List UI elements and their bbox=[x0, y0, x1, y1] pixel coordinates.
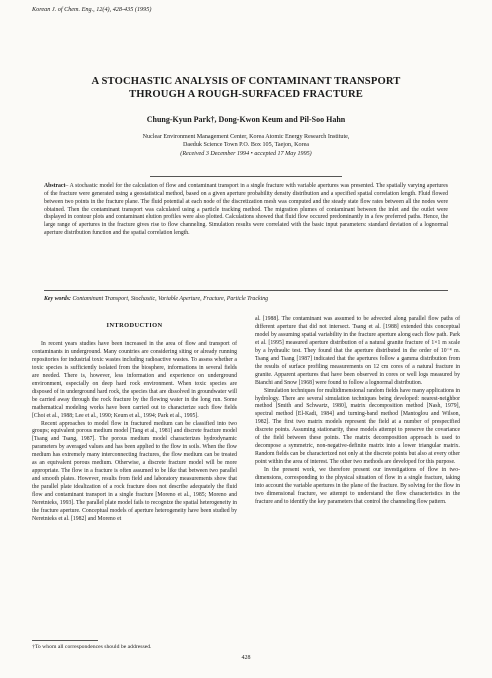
affiliation-line-1: Nuclear Environment Management Center, Korea Atomic Energy Research Institute, bbox=[142, 134, 350, 140]
left-column bbox=[32, 341, 237, 524]
keywords-text: Contaminant Transport, Stochastic, Variable Aperture, Fracture, Particle Tracking bbox=[72, 296, 269, 302]
affiliation-line-2: Daeduk Science Town P.O. Box 105, Taejon, Korea bbox=[182, 142, 310, 149]
footnote: †To whom all correspondences should be addressed. bbox=[32, 644, 152, 650]
right-column bbox=[255, 316, 460, 507]
intro-paragraph-1: In recent years studies have been increased in the area of flow and transport of contaminants in underground. Many countries are considering siting or already running repositories for industrial toxic wastes including radioactive wastes. To assess whether a toxic species is sufficiently isolated from the biosphere, informations in several fields are needed. There is, however, less information and experience on underground environment, especially on deep hard rock environment. When toxic species are disposed of in underground hard rock, the species that are dissolved in groundwater will be carried away through the rock fracture by the flowing water in the long run. Some mathematical modeling works have been carried out to characterize such flow fields [Choi et al., 1988; Lee et al., 1990; Keum et al., 1994; Park et al., 1995]. bbox=[32, 341, 237, 419]
received-dates: (Received 3 December 1994 • accepted 17 May 1995) bbox=[180, 150, 312, 157]
intro-paragraph-5: In the present work, we therefore present our investigations of flow in two-dimensions, corresponding to the physical situation of flow in a single fracture, taking into account the variable apertures in the plane of the fracture. By solving for the flow in two dimensional fracture, we attempt to understand the flow characteristics in the fracture and to identify the key parameters that control the channeling flow pattern. bbox=[255, 467, 460, 505]
intro-paragraph-4: Simulation techniques for multidimensional random fields have many applications in hydrology. There are several simulation techniques being developed: nearest-neighbor method [Smith and Schwartz, 1980], matrix decomposition method [Nash, 1979], spectral method [El-Kadi, 1984] and turning-band method [Mantoglou and Wilson, 1982]. The first two matrix models represent the field at a number of prespecified discrete points. Assuming stationarity, these models attempt to preserve the covariance of the field between these points. The matrix decomposition approach is used to decompose a symmetric, non-negative-definite matrix into a lower triangular matrix. Random fields can be characterized not only at the discrete points but also at every other point within the area of interest. The other two methods are developed for this purpose. bbox=[255, 387, 460, 466]
keywords-label: Key words: bbox=[44, 296, 71, 302]
title-line-2: THROUGH A ROUGH-SURFACED FRACTURE bbox=[128, 88, 363, 100]
intro-paragraph-2: Recent approaches to model flow in fractured medium can be classified into two groups; equivalent porous medium model [Tang et al., 1981] and discrete fracture model [Tsang and Tsang, 1987]. The porous medium model characterizes hydrodynamic parameters by averaged values and has been applied to the flow in soils. When the flow medium has extremely many interconnecting fractures, the flow medium can be treated as an equivalent porous medium. Otherwise, a discrete fracture model will be more appropriate. The flow in a fracture is often assumed to be like that between two parallel and smooth plates. However, results from field and laboratory measurements show that the parallel plate idealization of a rock fracture does not describe adequately the fluid flow and contaminant transport in a single fracture [Moreno et al., 1985; Moreno and Neretnieks, 1993]. The parallel plate model fails to recognize the spatial heterogeneity in the fracture aperture. Conceptual models of aperture heterogeneity have been studied by Neretnieks et al. [1982] and Moreno et bbox=[32, 420, 237, 522]
keywords-rule bbox=[44, 290, 448, 291]
journal-citation: Korean J. of Chem. Eng., 12(4), 428-435 (1995) bbox=[32, 6, 152, 13]
page-number: 428 bbox=[241, 655, 251, 661]
keywords bbox=[44, 296, 448, 302]
title-line-1: A STOCHASTIC ANALYSIS OF CONTAMINANT TRANSPORT bbox=[91, 76, 401, 87]
affiliation-block bbox=[40, 133, 452, 158]
section-heading-introduction: INTRODUCTION bbox=[106, 322, 163, 329]
author-list: Chung-Kyun Park†, Dong-Kwon Keum and Pil-Soo Hahn bbox=[146, 115, 346, 124]
article-title bbox=[40, 76, 452, 101]
abstract-top-rule bbox=[150, 176, 342, 177]
abstract bbox=[44, 183, 448, 238]
abstract-label: Abstract bbox=[44, 183, 66, 189]
intro-paragraph-3: al. [1988]. The contaminant was assumed to be advected along parallel flow paths of different aperture that did not intersect. Tsang et al. [1988] extended this conceptual model by assuming spatial variability in the fracture aperture along each flow path. Park et al. [1995] measured aperture distribution of a natural granite fracture of 1×1 m scale by a hydraulic test. They found that the aperture distributed in the order of 10⁻⁴ m. Tsang and Tsang [1987] indicated that the apertures follow a gamma distribution from the results of surface profiling measurements on 12 cm cores of a natural fracture in granite. Apparent apertures that have been observed in cores or well logs measured by Bianchi and Snow [1968] were found to follow a lognormal distribution. bbox=[255, 316, 460, 386]
footnote-rule bbox=[32, 640, 98, 641]
abstract-text: – A stochastic model for the calculation of flow and contaminant transport in a single fracture with variable apertures was presented. The spatially varying apertures of the fracture were generated using a geostatistical method, based on a given aperture probability density distribution and a specified spatial correlation length. Fluid flowed between two points in the fracture plane. The fluid potential at each node of the discretization mesh was computed and the steady state flow rates between all the nodes were obtained. Then the contaminant transport was calculated using a particle tracking method. The migration plumes of contaminant between the inlet and the outlet were displayed in contour plots and contaminant elution profiles were also plotted. Calculations showed that fluid flow occured predominantly in a few preferred paths. Hence, the large range of apertures in the fracture gives rise to flow channeling. Simulation results were correlated with the basic input parameters: standard deviation of a lognormal aperture distribution function and the spatial correlation length. bbox=[44, 183, 448, 237]
